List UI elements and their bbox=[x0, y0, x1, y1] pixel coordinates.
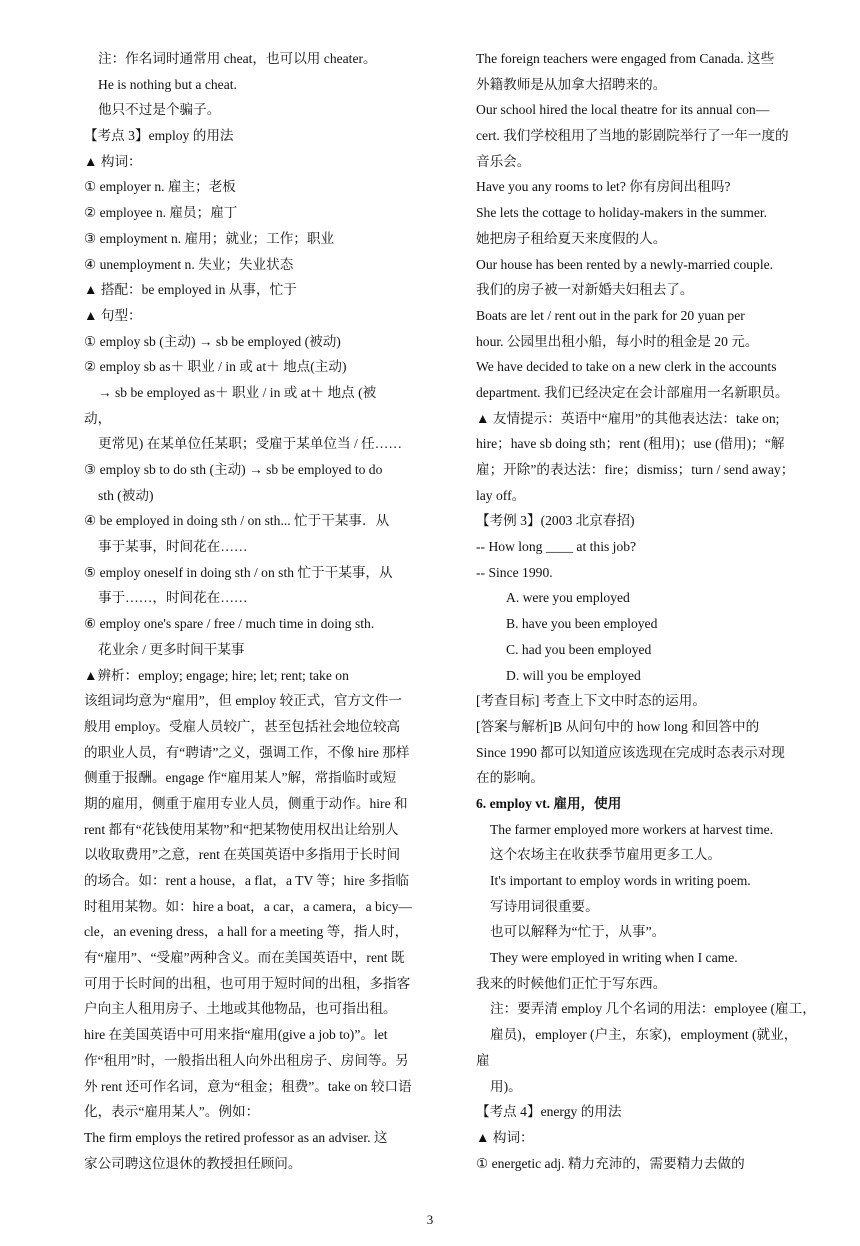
text-line: 雇员)，employer (户主，东家)，employment (就业， bbox=[490, 1027, 798, 1043]
text-line: Have you any rooms to let? 你有房间出租吗? bbox=[476, 179, 731, 195]
text-line: 的场合。如：rent a house，a flat，a TV 等；hire 多指临 bbox=[84, 873, 409, 888]
text-line: C. had you been employed bbox=[506, 641, 652, 657]
text-line: 外 rent 还可作名词，意为“租金；租费”。take on 较口语 bbox=[84, 1078, 412, 1094]
text-line: 花业余 / 更多时间干某事 bbox=[98, 641, 245, 657]
text-line: Boats are let / rent out in the park for 20 yuan per bbox=[476, 307, 745, 323]
text-line: 我来的时候他们正忙于写东西。 bbox=[476, 975, 667, 991]
text-line: ▲ 句型： bbox=[84, 307, 142, 323]
text-line: ④ unemployment n. 失业；失业状态 bbox=[84, 256, 294, 272]
text-line: ▲辨析：employ; engage; hire; let; rent; take on bbox=[84, 667, 349, 683]
text-line: rent 都有“花钱使用某物”和“把某物使用权出让给别人 bbox=[84, 821, 399, 837]
text-line: The farmer employed more workers at harvest time. bbox=[490, 821, 774, 837]
text-line: 【考点 4】energy 的用法 bbox=[476, 1104, 622, 1120]
text-line: ③ employment n. 雇用；就业；工作；职业 bbox=[84, 230, 335, 246]
text-line: 这个农场主在收获季节雇用更多工人。 bbox=[490, 847, 722, 863]
text-line: The foreign teachers were engaged from Canada. 这些 bbox=[476, 51, 775, 66]
text-line: Since 1990 都可以知道应该选现在完成时态表示对现 bbox=[476, 744, 785, 760]
text-line: department. 我们已经决定在会计部雇用一名新职员。 bbox=[476, 384, 789, 400]
text-line: 侧重于报酬。engage 作“雇用某人”解，常指临时或短 bbox=[84, 770, 397, 786]
text-line: hire；have sb doing sth；rent (租用)；use (借用)；“解 bbox=[476, 436, 785, 452]
text-line: 的职业人员，有“聘请”之义，强调工作，不像 hire 那样 bbox=[84, 744, 410, 760]
text-line: ① energetic adj. 精力充沛的，需要精力去做的 bbox=[476, 1155, 745, 1171]
page-number: 3 bbox=[426, 1212, 434, 1227]
text-line: 注：要弄清 employ 几个名词的用法：employee (雇工， bbox=[490, 1001, 816, 1017]
text-line: 6. employ vt. 雇用，使用 bbox=[476, 795, 622, 811]
left-column bbox=[84, 46, 456, 1176]
text-line: He is nothing but a cheat. bbox=[98, 76, 237, 92]
text-line: 有“雇用”、“受雇”两种含义。而在美国英语中，rent 既 bbox=[84, 950, 405, 966]
text-line: 【考例 3】(2003 北京春招) bbox=[476, 513, 635, 529]
text-line: 外籍教师是从加拿大招聘来的。 bbox=[476, 76, 667, 92]
text-line: ⑤ employ oneself in doing sth / on sth 忙于干某事，从 bbox=[84, 564, 393, 580]
text-line: 家公司聘这位退休的教授担任顾问。 bbox=[84, 1155, 302, 1171]
text-line: [考查目标] 考查上下文中时态的运用。 bbox=[476, 693, 706, 709]
text-line: 他只不过是个骗子。 bbox=[98, 102, 221, 118]
text-line: 我们的房子被一对新婚夫妇租去了。 bbox=[476, 282, 694, 298]
text-line: ② employ sb as＋ 职业 / in 或 at＋ 地点(主动) bbox=[84, 359, 347, 375]
text-line: 更常见) 在某单位任某职；受雇于某单位当 / 任…… bbox=[98, 436, 402, 452]
text-line: 事于某事，时间花在…… bbox=[98, 539, 248, 555]
text-line: -- Since 1990. bbox=[476, 564, 553, 580]
text-line: ▲ 构词： bbox=[84, 153, 142, 169]
text-line: → sb be employed as＋ 职业 / in 或 at＋ 地点 (被 bbox=[98, 384, 377, 400]
text-line: We have decided to take on a new clerk in the accounts bbox=[476, 359, 777, 375]
text-line: She lets the cottage to holiday-makers in the summer. bbox=[476, 205, 768, 221]
text-line: 般用 employ。受雇人员较广，甚至包括社会地位较高 bbox=[84, 718, 401, 734]
text-line: B. have you been employed bbox=[506, 616, 658, 632]
text-line: hire 在美国英语中可用来指“雇用(give a job to)”。let bbox=[84, 1027, 388, 1043]
text-line: 音乐会。 bbox=[476, 153, 531, 169]
text-line: ▲ 友情提示：英语中“雇用”的其他表达法：take on; bbox=[476, 410, 780, 426]
text-line: 动， bbox=[84, 410, 112, 426]
text-line: 用)。 bbox=[490, 1078, 522, 1094]
text-line: They were employed in writing when I came. bbox=[490, 950, 738, 966]
text-line: 可用于长时间的出租，也可用于短时间的出租，多指客 bbox=[84, 975, 411, 991]
text-line: 也可以解释为“忙于，从事”。 bbox=[490, 924, 666, 940]
text-line: D. will you be employed bbox=[506, 667, 641, 683]
text-line: ⑥ employ one's spare / free / much time in doing sth. bbox=[84, 616, 375, 632]
text-line: 以收取费用”之意，rent 在英国英语中多指用于长时间 bbox=[84, 847, 401, 863]
text-line: 雇 bbox=[476, 1052, 490, 1068]
text-line: 该组词均意为“雇用”，但 employ 较正式，官方文件一 bbox=[84, 693, 402, 709]
text-line: ④ be employed in doing sth / on sth... 忙于干某事．从 bbox=[84, 513, 390, 529]
text-line: A. were you employed bbox=[506, 590, 630, 606]
text-line: -- How long ____ at this job? bbox=[476, 539, 637, 555]
text-line: 注：作名词时通常用 cheat，也可以用 cheater。 bbox=[98, 51, 377, 66]
text-line: lay off。 bbox=[476, 487, 526, 503]
right-column bbox=[476, 46, 828, 1176]
text-line: 她把房子租给夏天来度假的人。 bbox=[476, 230, 667, 246]
text-line: 雇；开除”的表达法：fire；dismiss；turn / send away； bbox=[476, 462, 795, 477]
text-line: ▲ 搭配：be employed in 从事，忙于 bbox=[84, 282, 297, 298]
text-line: sth (被动) bbox=[98, 487, 154, 503]
text-line: [答案与解析]B 从问句中的 how long 和回答中的 bbox=[476, 718, 760, 734]
text-line: 作“租用”时，一般指出租人向外出租房子、房间等。另 bbox=[84, 1052, 409, 1068]
text-line: Our school hired the local theatre for its annual con— bbox=[476, 102, 770, 118]
text-line: Our house has been rented by a newly-married couple. bbox=[476, 256, 774, 272]
text-line: cert. 我们学校租用了当地的影剧院举行了一年一度的 bbox=[476, 128, 789, 144]
text-line: ③ employ sb to do sth (主动) → sb be employed to do bbox=[84, 462, 383, 477]
text-line: 事于……，时间花在…… bbox=[98, 590, 248, 606]
text-line: hour. 公园里出租小船，每小时的租金是 20 元。 bbox=[476, 333, 759, 349]
text-line: 时租用某物。如：hire a boat，a car，a camera，a bicy— bbox=[84, 898, 413, 914]
text-line: ① employ sb (主动) → sb be employed (被动) bbox=[84, 333, 341, 349]
text-line: ② employee n. 雇员；雇丁 bbox=[84, 205, 238, 221]
text-line: ① employer n. 雇主；老板 bbox=[84, 179, 236, 195]
text-line: 户向主人租用房子、土地或其他物品，也可指出租。 bbox=[84, 1001, 397, 1017]
text-line: 化，表示“雇用某人”。例如： bbox=[84, 1104, 260, 1120]
text-line: ▲ 构词： bbox=[476, 1129, 534, 1145]
text-line: 在的影响。 bbox=[476, 770, 544, 786]
text-line: The firm employs the retired professor as an adviser. 这 bbox=[84, 1129, 388, 1145]
text-line: 期的雇用，侧重于雇用专业人员，侧重于动作。hire 和 bbox=[84, 795, 408, 811]
text-line: 写诗用词很重要。 bbox=[490, 898, 599, 914]
text-line: It's important to employ words in writing poem. bbox=[490, 873, 751, 888]
text-line: cle，an evening dress，a hall for a meeting 等，指人时， bbox=[84, 924, 409, 940]
text-line: 【考点 3】employ 的用法 bbox=[84, 128, 234, 144]
